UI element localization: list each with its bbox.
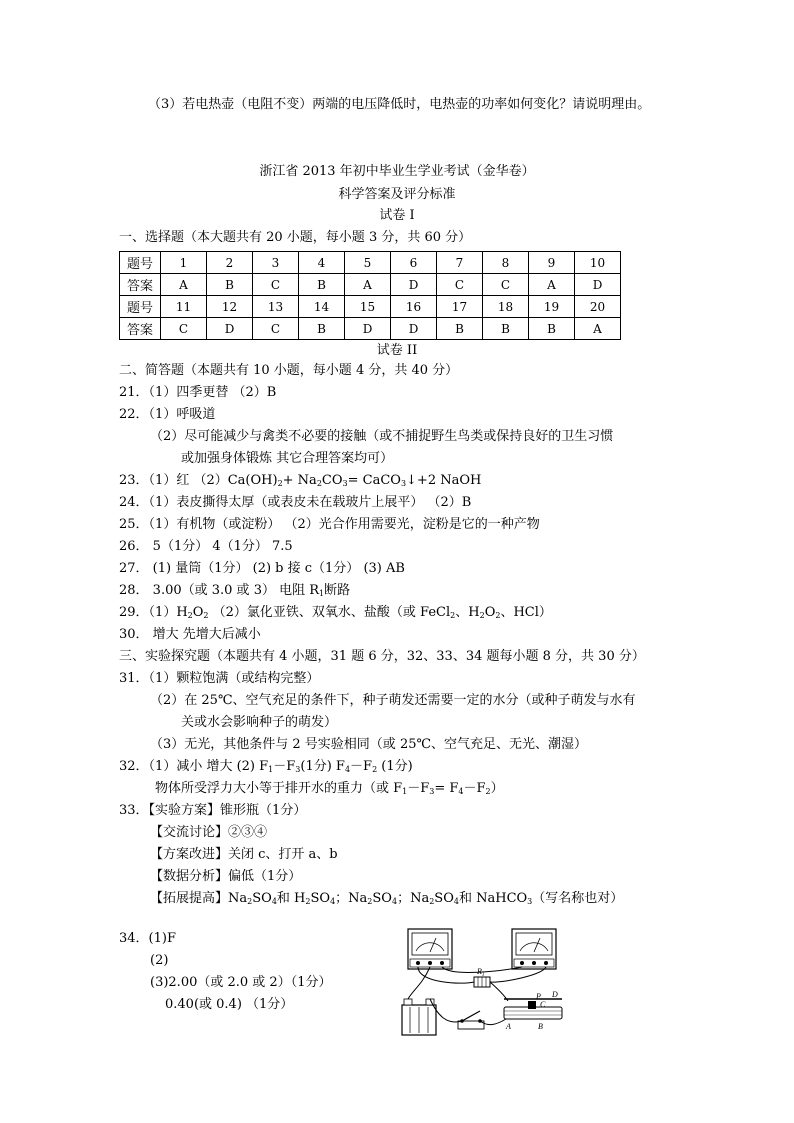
table-cell: A	[575, 318, 621, 340]
table-cell: C	[253, 274, 299, 296]
terminal-a-label: A	[506, 1022, 511, 1031]
section-1-heading: 一、选择题（本大题共有 20 小题，每小题 3 分，共 60 分）	[119, 230, 472, 245]
terminal-c-label: C	[540, 1000, 546, 1009]
answer-23: 23．（1）红 $(2)Ca(OH)_2+ Na_2CO_3=$ CaCO$_3$↓+2 NaOH	[119, 473, 482, 488]
answer-34-part4: 0.40(或 0.4) （1分）	[165, 997, 294, 1012]
answer-22-part2: （2）尽可能减少与禽类不必要的接触（或不捕捉野生鸟类或保持良好的卫生习惯	[150, 429, 614, 444]
row-label: 题号	[120, 252, 161, 274]
answer-34-part2: (2)	[150, 953, 169, 968]
table-cell: 5	[345, 252, 391, 274]
table-cell: 12	[207, 296, 253, 318]
answer-22-part2-cont: 或加强身体锻炼 其它合理答案均可）	[181, 451, 394, 466]
answer-32-line1: 32．（1）减小 增大 (2) $F_1-F_3(1$分) $F_4-F_2$ (1分)	[119, 759, 413, 774]
battery-icon	[402, 999, 436, 1035]
answer-31-part3: （3）无光，其他条件与 2 号实验相同（或 25℃、空气充足、无光、潮湿）	[150, 737, 588, 752]
table-cell: B	[437, 318, 483, 340]
voltmeter-icon	[512, 929, 556, 969]
table-cell: A	[345, 274, 391, 296]
table-cell: B	[529, 318, 575, 340]
answer-32-line2: 物体所受浮力大小等于排开水的重力（或 $F_1-F_3= F_4-F_2$）	[155, 781, 504, 796]
answer-33-analysis: 【数据分析】偏低（1分）	[150, 869, 302, 884]
answer-33-discussion: 【交流讨论】②③④	[150, 825, 268, 840]
doc-title: 浙江省 2013 年初中毕业生学业考试（金华卷）	[259, 164, 535, 179]
table-cell: D	[345, 318, 391, 340]
answer-33-plan: 33．【实验方案】锥形瓶（1分）	[119, 803, 307, 818]
table-cell: 9	[529, 252, 575, 274]
answer-31-part2: （2）在 25℃、空气充足的条件下，种子萌发还需要一定的水分（或种子萌发与水有	[150, 693, 636, 708]
ammeter-icon	[408, 929, 452, 969]
rheostat-icon	[504, 999, 562, 1019]
slider-label: P	[536, 992, 541, 1001]
answer-34-part1: 34．(1)F	[119, 931, 176, 946]
table-cell: 19	[529, 296, 575, 318]
answer-28: 28． 3.00（或 3.0 或 3） 电阻 $R_1$断路	[119, 583, 351, 598]
answer-31-part2-cont: 关或水会影响种子的萌发）	[181, 715, 338, 730]
table-cell: A	[161, 274, 207, 296]
table-cell: D	[391, 318, 437, 340]
section-3-heading: 三、实验探究题（本题共有 4 小题，31 题 6 分，32、33、34 题每小题 8 分，共 30 分）	[119, 649, 645, 664]
table-cell: 8	[483, 252, 529, 274]
table-row	[120, 274, 621, 296]
table-cell: 4	[299, 252, 345, 274]
answer-29: 29．$(1)H_2O_2$ （2）氯化亚铁、双氧水、盐酸（或 FeCl$_2$、$H_2O_2$、HCl）	[119, 605, 552, 620]
answer-34-part3: (3)2.00（或 2.0 或 2）（1分）	[150, 975, 332, 990]
answer-22-part1: 22．（1）呼吸道	[119, 407, 216, 422]
table-cell: 11	[161, 296, 207, 318]
table-cell: 15	[345, 296, 391, 318]
paper-1-heading: 试卷 I	[379, 208, 415, 223]
doc-subtitle: 科学答案及评分标准	[338, 187, 456, 202]
row-label: 答案	[120, 274, 161, 296]
row-label: 答案	[120, 318, 161, 340]
paper-2-heading: 试卷 II	[376, 343, 418, 358]
table-cell: D	[391, 274, 437, 296]
table-cell: 20	[575, 296, 621, 318]
table-cell: 17	[437, 296, 483, 318]
answer-33-improvement: 【方案改进】关闭 c、打开 a、b	[150, 847, 338, 862]
table-cell: B	[207, 274, 253, 296]
table-cell: B	[299, 318, 345, 340]
answer-27: 27． (1) 量筒（1分） (2) b 接 c（1分） (3) AB	[119, 561, 405, 576]
table-cell: C	[161, 318, 207, 340]
table-cell: D	[207, 318, 253, 340]
answer-31-part1: 31．（1）颗粒饱满（或结构完整）	[119, 671, 320, 686]
table-cell: C	[483, 274, 529, 296]
answer-26: 26． 5（1分） 4（1分） 7.5	[119, 539, 293, 554]
answer-25: 25．（1）有机物（或淀粉） （2）光合作用需要光，淀粉是它的一种产物	[119, 517, 540, 532]
switch-icon	[458, 1011, 484, 1029]
table-cell: C	[253, 318, 299, 340]
answer-30: 30． 增大 先增大后减小	[119, 627, 261, 642]
resistor-label: $R_1$	[477, 967, 485, 978]
resistor-icon	[474, 977, 490, 987]
table-cell: 6	[391, 252, 437, 274]
answer-33-extension: 【拓展提高】$Na_2SO_4$和 $H_2SO_4$；$Na_2SO_4$；$Na_2SO_4$和 NaHCO$_3$（写名称也对）	[150, 891, 624, 906]
answer-24: 24．（1）表皮撕得太厚（或表皮未在载玻片上展平） （2）B	[119, 495, 472, 510]
table-row	[120, 318, 621, 340]
table-cell: 2	[207, 252, 253, 274]
table-cell: 10	[575, 252, 621, 274]
question-3: （3）若电热壶（电阻不变）两端的电压降低时，电热壶的功率如何变化？请说明理由。	[148, 97, 651, 112]
table-cell: A	[529, 274, 575, 296]
section-2-heading: 二、简答题（本题共有 10 小题，每小题 4 分，共 40 分）	[119, 363, 459, 378]
terminal-d-label: D	[552, 990, 558, 999]
answer-table	[119, 251, 621, 340]
table-cell: 3	[253, 252, 299, 274]
table-cell: D	[575, 274, 621, 296]
table-cell: 18	[483, 296, 529, 318]
row-label: 题号	[120, 296, 161, 318]
terminal-b-label: B	[538, 1022, 543, 1031]
table-cell: B	[299, 274, 345, 296]
table-cell: 7	[437, 252, 483, 274]
table-cell: B	[483, 318, 529, 340]
table-cell: 14	[299, 296, 345, 318]
table-cell: C	[437, 274, 483, 296]
table-cell: 1	[161, 252, 207, 274]
table-row	[120, 252, 621, 274]
table-row	[120, 296, 621, 318]
table-cell: 16	[391, 296, 437, 318]
table-cell: 13	[253, 296, 299, 318]
answer-21: 21．（1）四季更替 （2）B	[119, 385, 277, 400]
circuit-diagram	[392, 925, 572, 1045]
